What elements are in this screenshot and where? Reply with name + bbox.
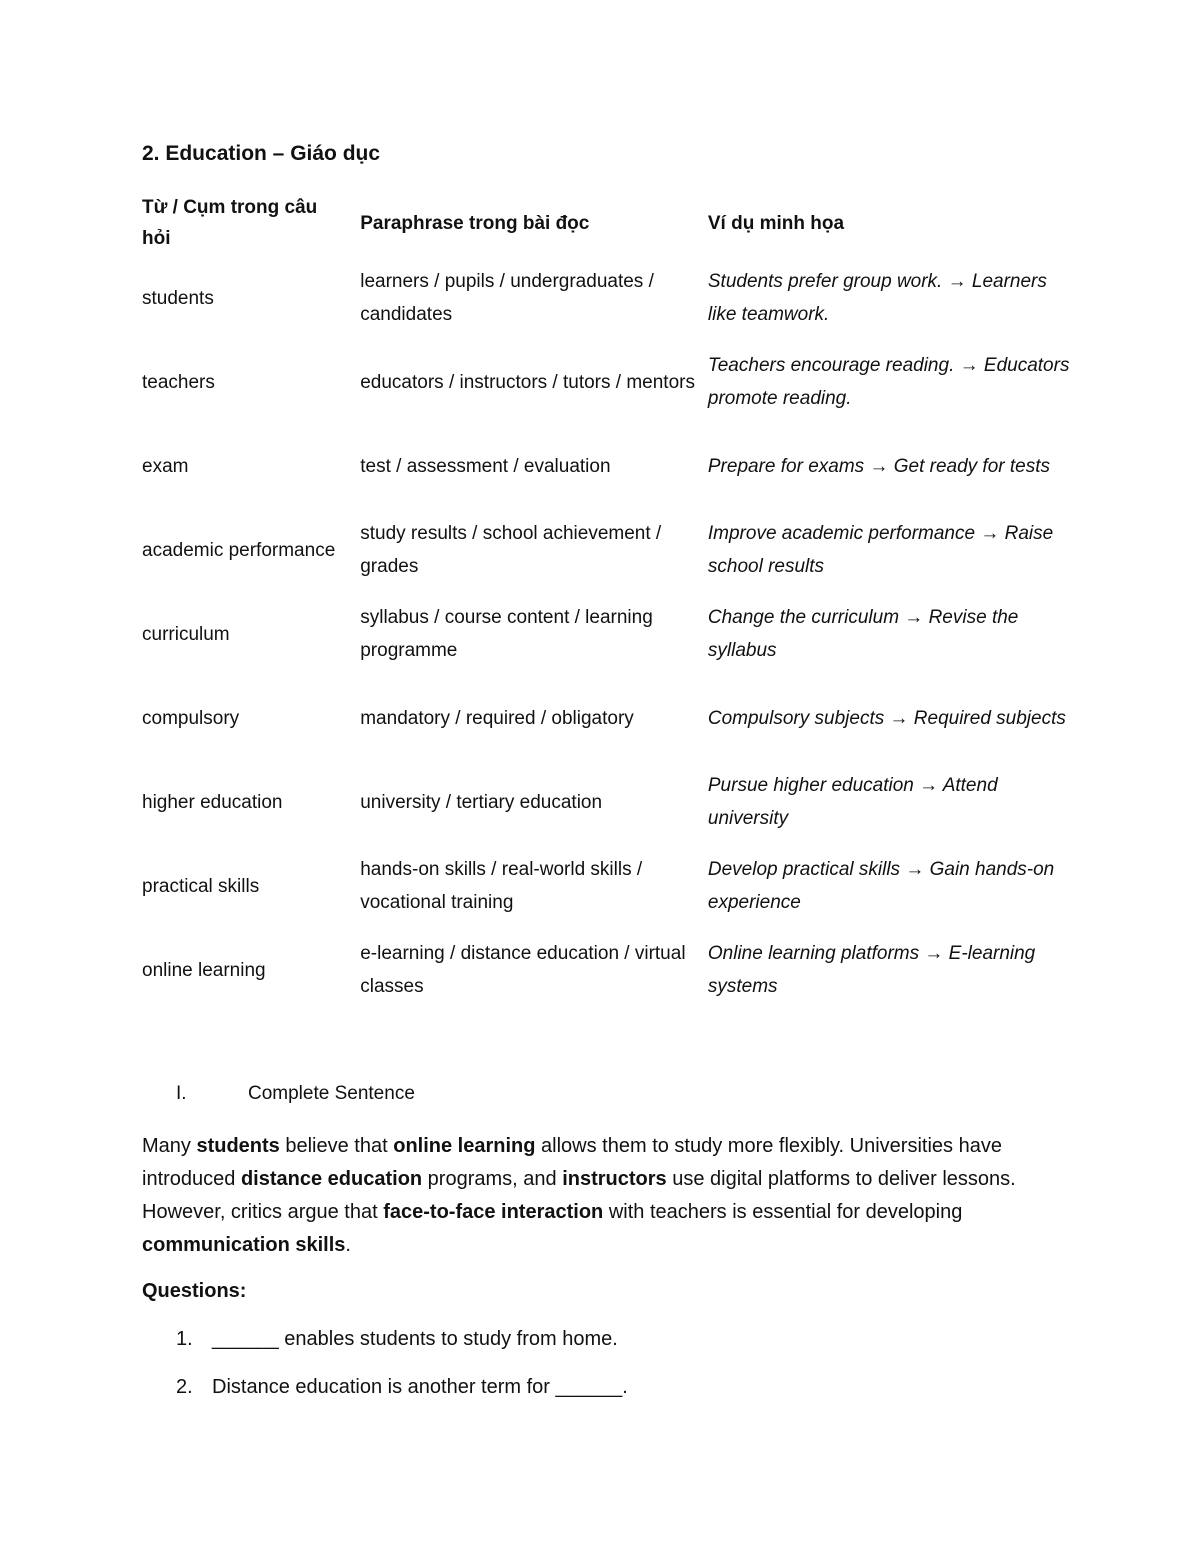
paraphrase-cell: e-learning / distance education / virtual classes [360, 943, 686, 997]
term-cell: curriculum [142, 623, 230, 645]
question-number: 2. [176, 1376, 193, 1398]
table-row [142, 508, 1072, 592]
table-row [142, 424, 1072, 508]
example-cell: Students prefer group work. → Learners like teamwork. [707, 271, 1047, 325]
paraphrase-cell: study results / school achievement / grades [360, 523, 662, 577]
section-heading [176, 1083, 415, 1105]
section-number: I. [176, 1083, 187, 1104]
section-label: Complete Sentence [248, 1083, 415, 1104]
passage-text: allows them to study more flexibly. Universities have introduced [142, 1135, 1002, 1190]
table-row [142, 844, 1072, 928]
term-cell: online learning [142, 959, 266, 981]
example-cell: Online learning platforms → E-learning systems [707, 943, 1036, 997]
paraphrase-cell: learners / pupils / undergraduates / candidates [360, 271, 654, 325]
table-header-row [142, 190, 1072, 256]
keyword: instructors [562, 1168, 667, 1190]
example-cell: Prepare for exams → Get ready for tests [707, 455, 1051, 477]
term-cell: academic performance [142, 539, 336, 561]
term-cell: compulsory [142, 707, 240, 729]
example-cell: Pursue higher education → Attend university [707, 775, 998, 829]
section-title: 2. Education – Giáo dục [142, 142, 381, 165]
table-row [142, 760, 1072, 844]
passage-text: programs, and [422, 1168, 563, 1190]
keyword: distance education [240, 1168, 423, 1190]
questions-heading: Questions: [142, 1280, 247, 1302]
question-text: ______ enables students to study from home. [212, 1328, 618, 1350]
passage-text: Many [142, 1135, 197, 1157]
reading-passage [142, 1130, 1052, 1262]
example-cell: Develop practical skills → Gain hands-on experience [707, 859, 1055, 913]
example-cell: Teachers encourage reading. → Educators promote reading. [707, 355, 1070, 409]
example-cell: Compulsory subjects → Required subjects [707, 707, 1066, 729]
passage-text: use digital platforms to deliver lessons. However, critics argue that [142, 1168, 1016, 1223]
table-row [142, 340, 1072, 424]
keyword: online learning [393, 1135, 536, 1157]
question-item [176, 1376, 628, 1399]
vocabulary-table [142, 190, 1072, 1012]
header-term: Từ / Cụm trong câu hỏi [142, 197, 318, 249]
paraphrase-cell: syllabus / course content / learning programme [360, 607, 653, 661]
term-cell: students [142, 287, 214, 309]
keyword: face-to-face interaction [383, 1201, 604, 1223]
term-cell: teachers [142, 371, 215, 393]
term-cell: exam [142, 455, 189, 477]
keyword: communication skills [142, 1234, 346, 1256]
question-text: Distance education is another term for ______. [212, 1376, 628, 1398]
question-item [176, 1328, 618, 1351]
paraphrase-cell: hands-on skills / real-world skills / vocational training [360, 859, 643, 913]
paraphrase-cell: educators / instructors / tutors / mentors [360, 371, 695, 393]
passage-text: . [345, 1234, 351, 1256]
keyword: students [196, 1135, 280, 1157]
table-row [142, 928, 1072, 1012]
example-cell: Change the curriculum → Revise the syllabus [707, 607, 1019, 661]
term-cell: practical skills [142, 875, 260, 897]
table-row [142, 676, 1072, 760]
passage-text: with teachers is essential for developing [603, 1201, 963, 1223]
passage-text: believe that [279, 1135, 394, 1157]
header-example: Ví dụ minh họa [707, 212, 845, 234]
term-cell: higher education [142, 791, 283, 813]
paraphrase-cell: test / assessment / evaluation [360, 455, 611, 477]
header-paraphrase: Paraphrase trong bài đọc [360, 212, 590, 234]
question-number: 1. [176, 1328, 193, 1350]
paraphrase-cell: mandatory / required / obligatory [360, 707, 634, 729]
example-cell: Improve academic performance → Raise school results [707, 523, 1054, 577]
table-row [142, 592, 1072, 676]
paraphrase-cell: university / tertiary education [360, 791, 603, 813]
table-row [142, 256, 1072, 340]
